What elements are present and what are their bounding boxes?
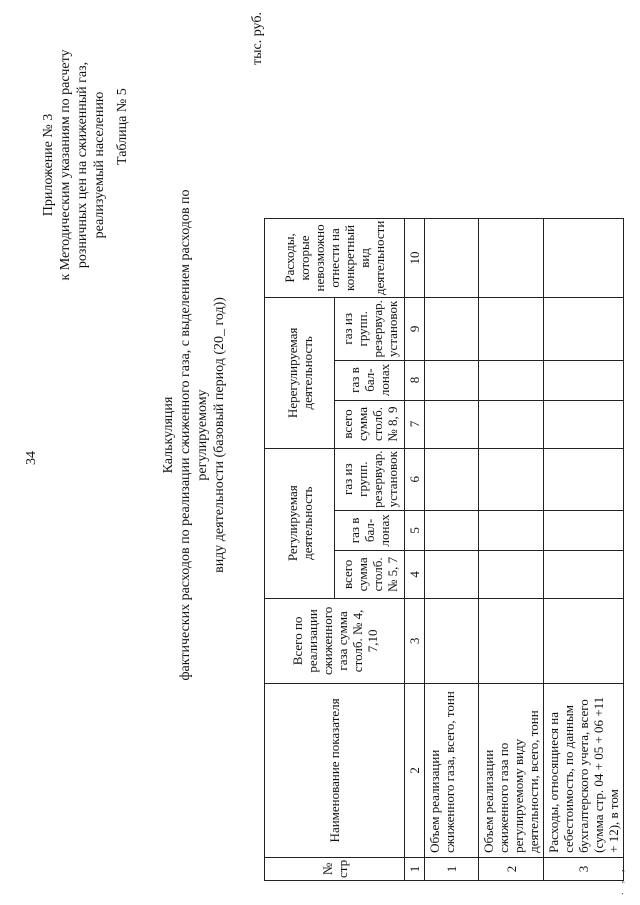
row-number: 2 [479, 857, 544, 880]
table-cell [544, 298, 624, 360]
appendix-line-4: реализуемый населению [92, 91, 107, 239]
table-cell [544, 598, 624, 683]
header-unregulated: Нерегулируемая деятельность [265, 298, 335, 448]
row-name: Объем реализации сжиженного газа по регулируемому виду деятельности, всего, тонн [479, 683, 544, 857]
table-cell [425, 598, 479, 683]
header-regulated: Регулируемая деятельность [265, 448, 335, 598]
page-number: 34 [24, 451, 39, 465]
header-unregulated-total: всего сумма столб. № 8, 9 [335, 400, 405, 448]
table-cell [425, 298, 479, 360]
table-cell [425, 218, 479, 297]
unit-label: тыс. руб. [250, 12, 265, 65]
table-cell [544, 510, 624, 550]
column-number-row [405, 218, 425, 880]
column-number: 1 [405, 857, 425, 880]
calculation-title [160, 155, 228, 715]
column-number: 6 [405, 448, 425, 510]
appendix-line-1: Приложение № 3 [41, 113, 56, 217]
column-number: 4 [405, 550, 425, 598]
appendix-header [40, 35, 108, 295]
row-number: 1 [425, 857, 479, 880]
table-cell [479, 448, 544, 510]
title-line-1: Калькуляция [161, 396, 176, 474]
table-cell [544, 550, 624, 598]
column-number: 2 [405, 683, 425, 857]
table-cell [425, 550, 479, 598]
table-cell [544, 360, 624, 400]
row-number: 3 [544, 857, 624, 880]
table-cell [544, 218, 624, 297]
table-cell [425, 510, 479, 550]
table-cell [479, 598, 544, 683]
header-unregulated-tanks: газ из групп. резервуар. установок [335, 298, 405, 360]
title-line-3: виду деятельности (базовый период (20_ год)) [212, 297, 227, 573]
column-number: 3 [405, 598, 425, 683]
margin-mark: . , , [614, 866, 626, 895]
table-cell [479, 360, 544, 400]
column-number: 7 [405, 400, 425, 448]
header-unallocated-expenses: Расходы, которые невозможно отнести на конкретный вид деятельности [265, 218, 405, 297]
table-row [425, 218, 479, 880]
table-cell [479, 298, 544, 360]
title-line-2: фактических расходов по реализации сжиженного газа, с выделением расходов по регулируемому [178, 189, 210, 681]
header-indicator-name: Наименование показателя [265, 683, 405, 857]
column-number: 5 [405, 510, 425, 550]
table-cell [425, 360, 479, 400]
table-cell [544, 448, 624, 510]
table-cell [479, 400, 544, 448]
header-regulated-tanks: газ из групп. резервуар. установок [335, 448, 405, 510]
table-row [544, 218, 624, 880]
appendix-line-2: к Методическим указаниям по расчету [58, 49, 73, 281]
column-number: 8 [405, 360, 425, 400]
calculation-table [264, 218, 624, 881]
table-cell [479, 510, 544, 550]
table-cell [425, 448, 479, 510]
row-name: Расходы, относящиеся на себестоимость, по данным бухгалтерского учета, всего (сумма стр. 04 + 05 + 06 +11 + 12), в том [544, 683, 624, 857]
header-row-number: № стр [265, 857, 405, 880]
table-number: Таблица № 5 [115, 88, 130, 165]
table-cell [544, 400, 624, 448]
column-number: 10 [405, 218, 425, 297]
table-cell [479, 218, 544, 297]
table-row [479, 218, 544, 880]
header-regulated-total: всего сумма столб. № 5, 7 [335, 550, 405, 598]
appendix-line-3: розничных цен на сжиженный газ, [75, 61, 90, 269]
header-total: Всего по реализации сжиженного газа сумма столб. № 4, 7,10 [265, 598, 405, 683]
header-regulated-balloons: газ в бал-лонах [335, 510, 405, 550]
header-unregulated-balloons: газ в бал-лонах [335, 360, 405, 400]
row-name: Объем реализации сжиженного газа, всего, тонн [425, 683, 479, 857]
column-number: 9 [405, 298, 425, 360]
table-cell [479, 550, 544, 598]
table-cell [425, 400, 479, 448]
